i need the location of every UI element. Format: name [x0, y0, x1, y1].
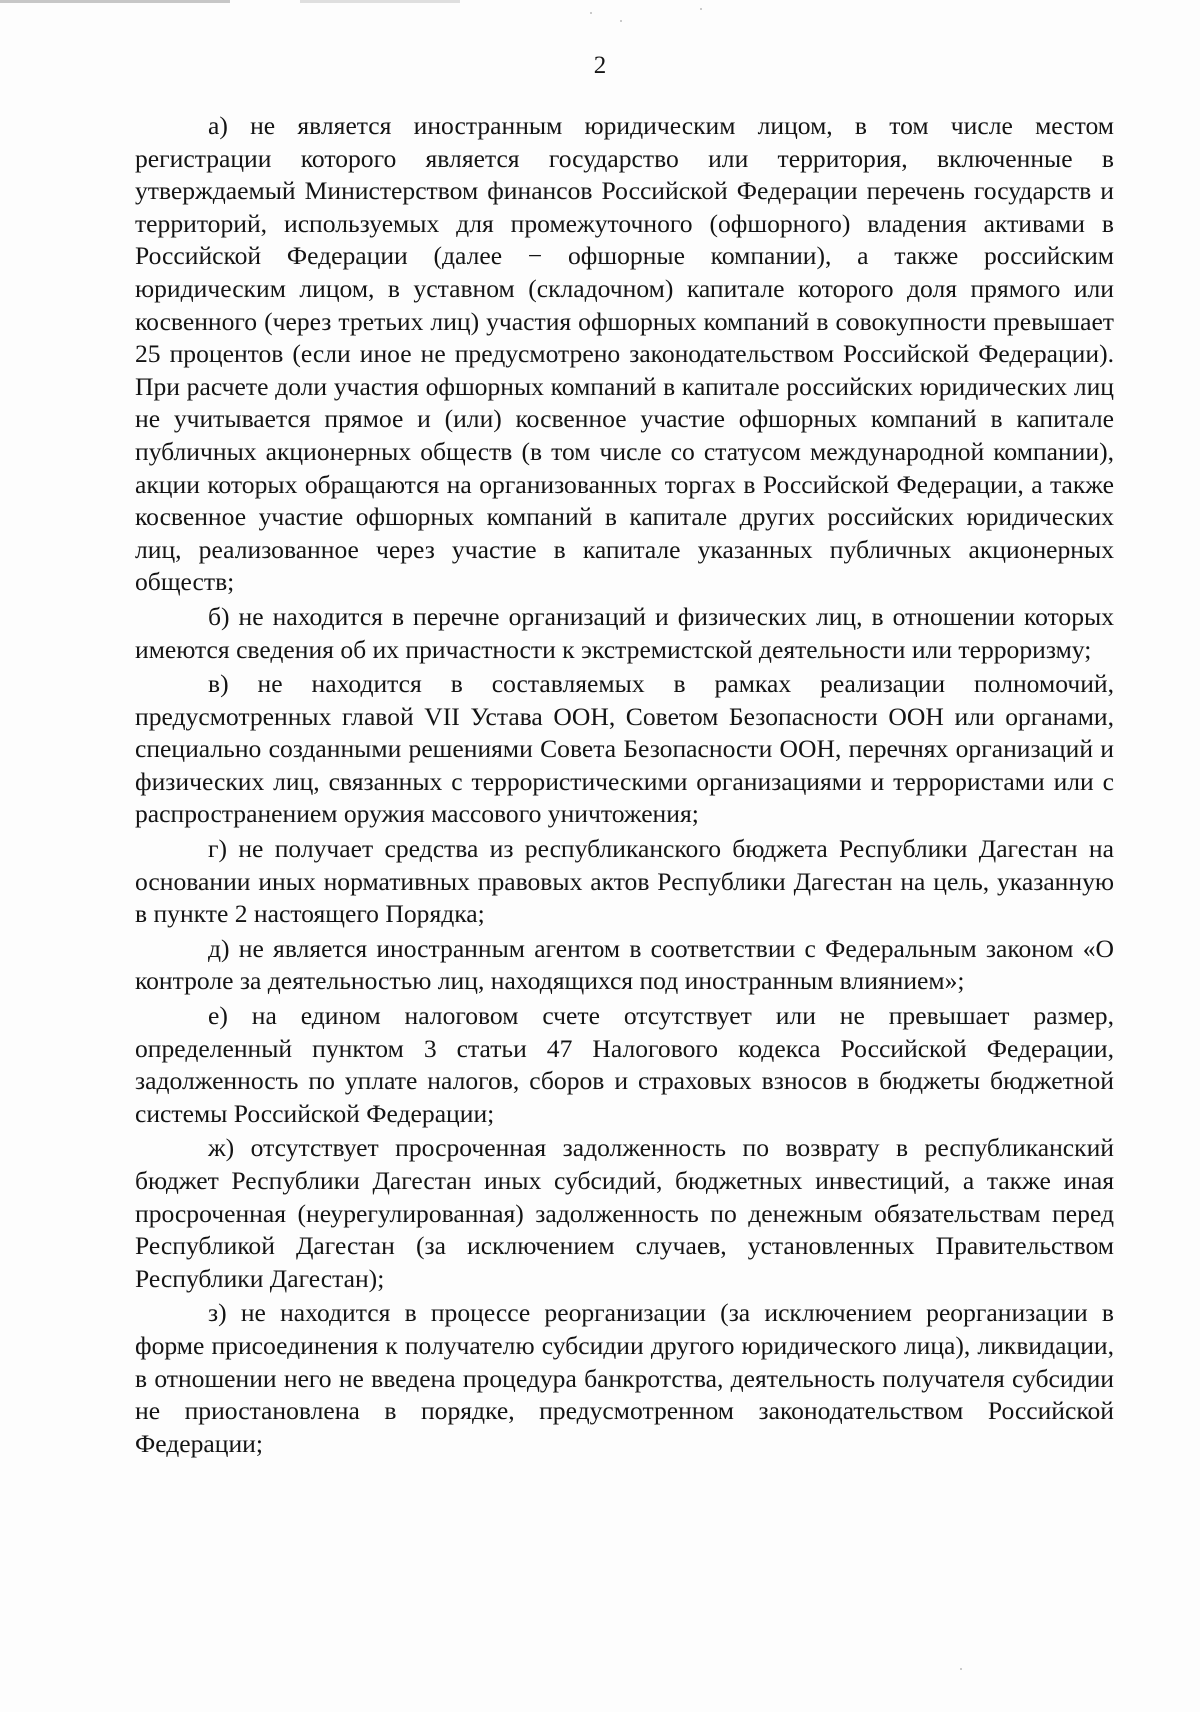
scan-edge-mark [300, 0, 460, 3]
paragraph-v: в) не находится в составляемых в рамках реализации полномочий, предусмотренных главой VII Устава ООН, Советом Безопасности ООН или органами, специально созданными решениями Совета Безопасности ООН, перечнях организаций и физических лиц, связанных с террористическими организациями и террористами или с распространением оружия массового уничтожения; [135, 669, 1114, 829]
paragraph-a: а) не является иностранным юридическим лицом, в том числе местом регистрации которого является государство или территория, включенные в утверждаемый Министерством финансов Российской Федерации перечень государств и территорий, используемых для промежуточного (офшорного) владения активами в Российской Федерации (далее − офшорные компании), а также российским юридическим лицом, в уставном (складочном) капитале которого доля прямого или косвенного (через третьих лиц) участия офшорных компаний в совокупности превышает 25 процентов (если иное не предусмотрено законодательством Российской Федерации). При расчете доли участия офшорных компаний в капитале российских юридических лиц не учитывается прямое и (или) косвенное участие офшорных компаний в капитале публичных акционерных обществ (в том числе со статусом международной компании), акции которых обращаются на организованных торгах в Российской Федерации, а также косвенное участие офшорных компаний в капитале других российских юридических лиц, реализованное через участие в капитале указанных публичных акционерных обществ; [135, 111, 1114, 597]
scan-speck [620, 20, 622, 22]
scan-speck [590, 12, 592, 14]
paragraph-d: д) не является иностранным агентом в соответствии с Федеральным законом «О контроле за деятельностью лиц, находящихся под иностранным влиянием»; [135, 933, 1114, 996]
scan-speck [960, 1668, 962, 1670]
page-number: 2 [593, 52, 607, 79]
paragraph-z: з) не находится в процессе реорганизации (за исключением реорганизации в форме присоединения к получателю субсидии другого юридического лица), ликвидации, в отношении него не введена процедура банкротства, деятельность получателя субсидии не приостановлена в порядке, предусмотренном законодательством Российской Федерации; [135, 1298, 1114, 1458]
paragraph-g: г) не получает средства из республиканского бюджета Республики Дагестан на основании иных нормативных правовых актов Республики Дагестан на цель, указанную в пункте 2 настоящего Порядка; [135, 834, 1114, 929]
scan-speck [700, 8, 702, 10]
document-body [135, 110, 1114, 1460]
paragraph-b: б) не находится в перечне организаций и физических лиц, в отношении которых имеются сведения об их причастности к экстремистской деятельности или терроризму; [135, 601, 1114, 664]
paragraph-zh: ж) отсутствует просроченная задолженность по возврату в республиканский бюджет Республики Дагестан иных субсидий, бюджетных инвестиций, а также иная просроченная (неурегулированная) задолженность по денежным обязательствам перед Республикой Дагестан (за исключением случаев, установленных Правительством Республики Дагестан); [135, 1133, 1114, 1293]
paragraph-e: е) на едином налоговом счете отсутствует или не превышает размер, определенный пунктом 3 статьи 47 Налогового кодекса Российской Федерации, задолженность по уплате налогов, сборов и страховых взносов в бюджеты бюджетной системы Российской Федерации; [135, 1001, 1114, 1128]
scan-edge-mark [0, 0, 230, 3]
